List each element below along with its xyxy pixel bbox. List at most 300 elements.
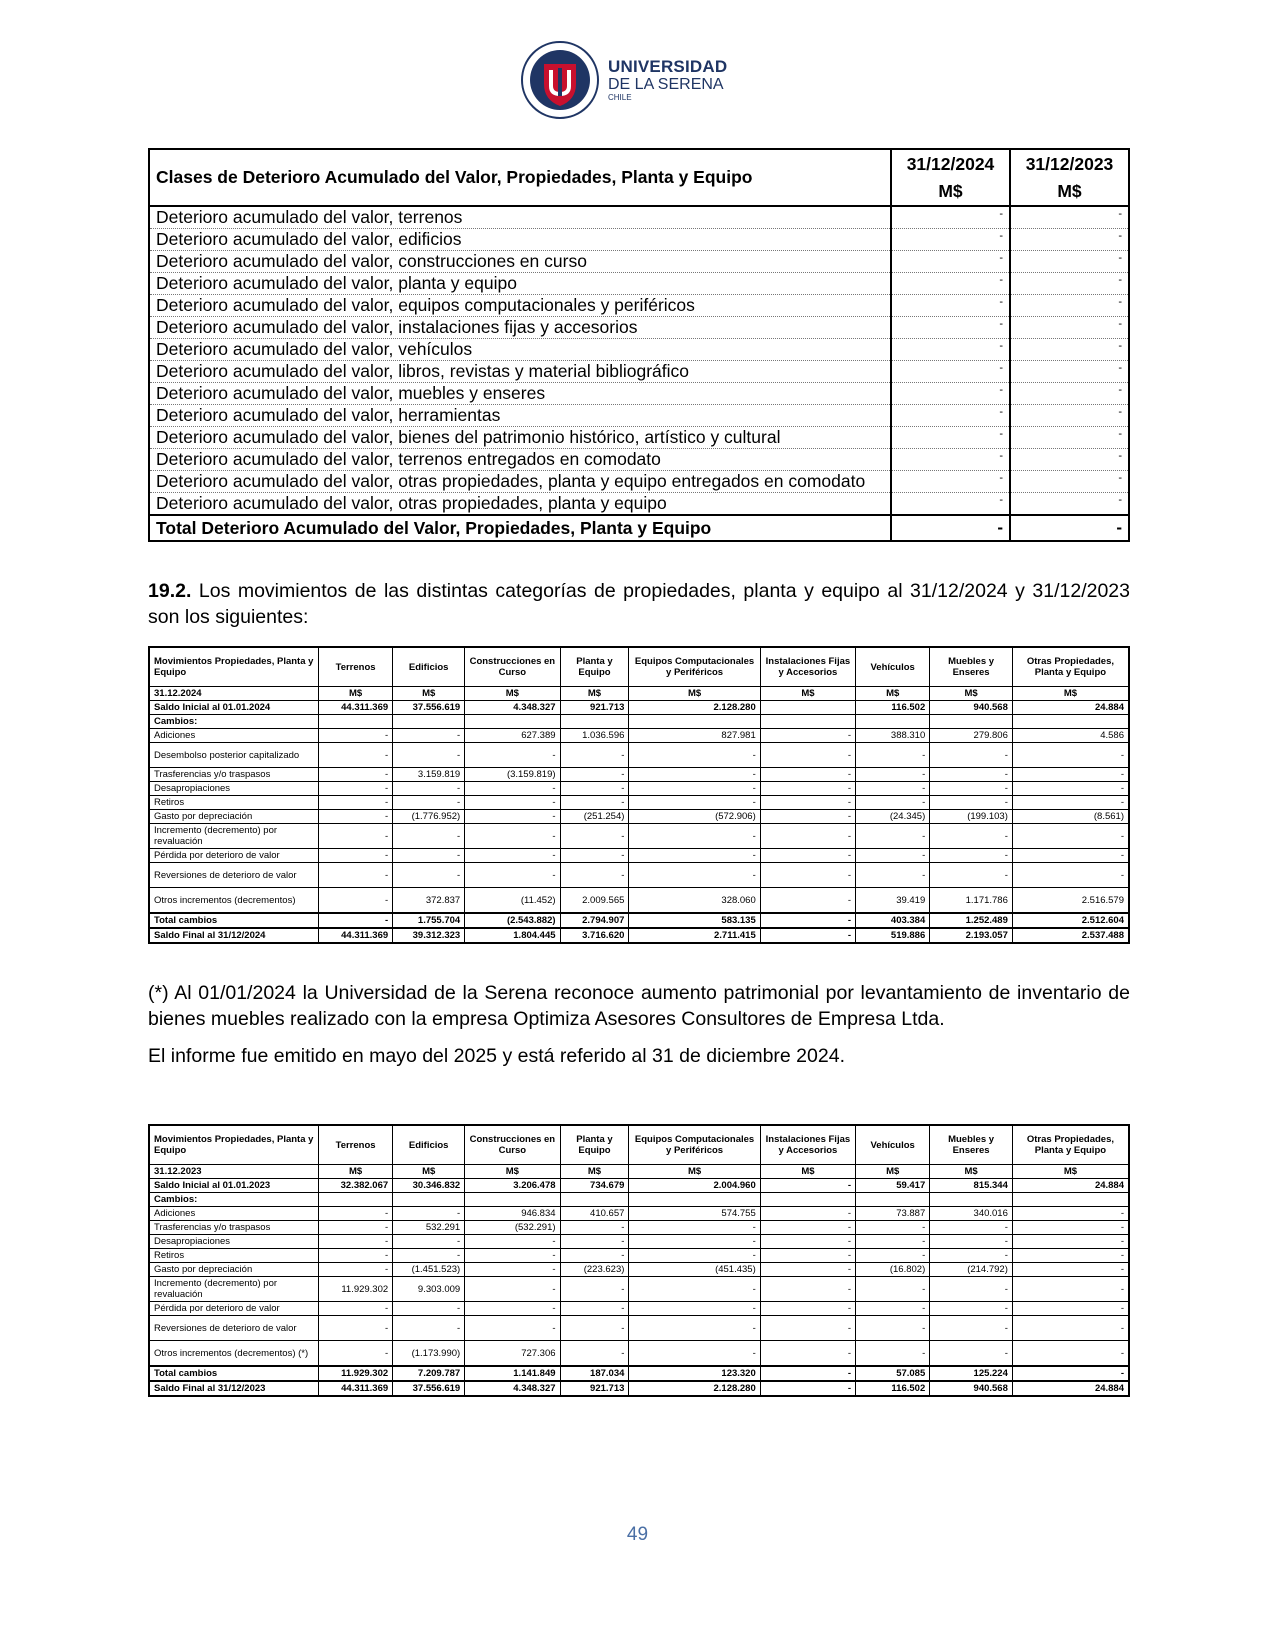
mov2024-cell: (3.159.819)	[465, 768, 560, 782]
mov2024-cell: -	[319, 849, 393, 863]
mov2023-column-header: Terrenos	[319, 1125, 393, 1165]
impairment-row-2023: -	[1010, 273, 1129, 295]
mov2024-row	[149, 824, 1129, 849]
mov2024-cell: 4.586	[1012, 729, 1129, 743]
mov2024-row-label: Desapropiaciones	[149, 782, 319, 796]
mov2024-cell: -	[465, 824, 560, 849]
mov2023-row-label: Adiciones	[149, 1207, 319, 1221]
impairment-row	[149, 471, 1129, 493]
mov2023-row	[149, 1263, 1129, 1277]
mov2024-cell: -	[319, 888, 393, 914]
impairment-table-header	[149, 149, 1129, 206]
mov2024-row	[149, 810, 1129, 824]
mov2023-cell: -	[1012, 1277, 1129, 1302]
mov2024-row-label: Total cambios	[149, 913, 319, 928]
university-name-line2: DE LA SERENA	[608, 76, 724, 93]
mov2023-cell: -	[560, 1302, 629, 1316]
mov2024-cell: 940.568	[930, 701, 1013, 715]
mov2023-cell: 30.346.832	[393, 1179, 465, 1193]
mov2023-cell: -	[319, 1249, 393, 1263]
impairment-row-2024: -	[891, 229, 1010, 251]
mov2023-cell: 940.568	[930, 1381, 1013, 1396]
mov2023-row-label: Incremento (decremento) por revaluación	[149, 1277, 319, 1302]
mov2023-cell: -	[629, 1341, 760, 1367]
mov2024-cell: -	[760, 849, 855, 863]
mov2024-cell: 1.755.704	[393, 913, 465, 928]
mov2024-cell: -	[560, 796, 629, 810]
impairment-row	[149, 317, 1129, 339]
mov2024-unit-cell: M$	[465, 687, 560, 701]
mov2024-cell: -	[856, 863, 930, 888]
impairment-row-label: Deterioro acumulado del valor, terrenos	[149, 206, 891, 229]
mov2023-unit-cell: M$	[760, 1165, 855, 1179]
mov2023-cell: 59.417	[856, 1179, 930, 1193]
mov2023-cell: -	[560, 1277, 629, 1302]
mov2024-cell: 328.060	[629, 888, 760, 914]
mov2024-cell: 279.806	[930, 729, 1013, 743]
mov2023-unit-cell: M$	[930, 1165, 1013, 1179]
mov2024-cell: -	[319, 782, 393, 796]
mov2023-cell: -	[930, 1221, 1013, 1235]
mov2024-cell: -	[319, 729, 393, 743]
mov2023-row	[149, 1193, 1129, 1207]
mov2023-row-label: Desapropiaciones	[149, 1235, 319, 1249]
mov2024-row-label: Trasferencias y/o traspasos	[149, 768, 319, 782]
mov2023-cell: 815.344	[930, 1179, 1013, 1193]
mov2023-cell: -	[760, 1277, 855, 1302]
mov2024-cell: -	[760, 928, 855, 943]
impairment-table-title: Clases de Deterioro Acumulado del Valor, Propiedades, Planta y Equipo	[149, 149, 891, 206]
impairment-row-2024: -	[891, 206, 1010, 229]
mov2023-cell: -	[856, 1277, 930, 1302]
mov2024-cell: 583.135	[629, 913, 760, 928]
mov2024-cell: -	[1012, 863, 1129, 888]
mov2023-cell: -	[319, 1302, 393, 1316]
mov2024-cell: -	[629, 796, 760, 810]
mov2024-row-label: Retiros	[149, 796, 319, 810]
mov2023-cell: -	[319, 1316, 393, 1341]
impairment-row-2023: -	[1010, 405, 1129, 427]
mov2024-cell: -	[760, 782, 855, 796]
mov2024-unit-cell: M$	[930, 687, 1013, 701]
mov2023-cell: -	[760, 1302, 855, 1316]
mov2024-cell: 1.252.489	[930, 913, 1013, 928]
mov2024-cell: 2.193.057	[930, 928, 1013, 943]
impairment-total-2023: -	[1010, 515, 1129, 541]
mov2024-row-label: Pérdida por deterioro de valor	[149, 849, 319, 863]
impairment-row-2024: -	[891, 317, 1010, 339]
mov2024-cell: 39.312.323	[393, 928, 465, 943]
mov2024-cell	[629, 715, 760, 729]
mov2023-row-label: Saldo Inicial al 01.01.2023	[149, 1179, 319, 1193]
mov2023-cell: 2.128.280	[629, 1381, 760, 1396]
mov2023-cell: -	[560, 1316, 629, 1341]
mov2023-column-header: Vehículos	[856, 1125, 930, 1165]
mov2023-unit-cell: M$	[856, 1165, 930, 1179]
mov2024-cell: 2.794.907	[560, 913, 629, 928]
mov2023-row	[149, 1277, 1129, 1302]
mov2023-unit-cell: M$	[629, 1165, 760, 1179]
note-paragraph-2: El informe fue emitido en mayo del 2025 y está referido al 31 de diciembre 2024.	[148, 1045, 845, 1067]
mov2023-cell: -	[560, 1235, 629, 1249]
mov2024-column-header: Planta y Equipo	[560, 647, 629, 687]
mov2024-row	[149, 849, 1129, 863]
mov2024-cell: -	[560, 824, 629, 849]
mov2024-cell: -	[465, 796, 560, 810]
mov2023-cell: -	[1012, 1207, 1129, 1221]
mov2023-cell	[465, 1193, 560, 1207]
mov2023-cell: 574.755	[629, 1207, 760, 1221]
mov2024-cell: -	[930, 782, 1013, 796]
mov2024-cell: 2.711.415	[629, 928, 760, 943]
mov2024-row	[149, 928, 1129, 943]
mov2023-cell	[629, 1193, 760, 1207]
mov2023-cell: -	[465, 1263, 560, 1277]
mov2023-cell: -	[930, 1316, 1013, 1341]
mov2024-unit-cell: M$	[856, 687, 930, 701]
mov2023-cell: -	[465, 1302, 560, 1316]
mov2023-cell	[319, 1193, 393, 1207]
mov2024-cell: 921.713	[560, 701, 629, 715]
mov2024-cell: 403.384	[856, 913, 930, 928]
mov2023-cell: -	[1012, 1366, 1129, 1381]
mov2024-row	[149, 701, 1129, 715]
impairment-row-2023: -	[1010, 206, 1129, 229]
mov2023-cell: -	[393, 1316, 465, 1341]
mov2024-row-label: Reversiones de deterioro de valor	[149, 863, 319, 888]
mov2023-cell: -	[930, 1249, 1013, 1263]
mov2023-row	[149, 1179, 1129, 1193]
mov2024-row-label: Incremento (decremento) por revaluación	[149, 824, 319, 849]
mov2023-cell: -	[393, 1207, 465, 1221]
impairment-row	[149, 427, 1129, 449]
mov2024-row	[149, 729, 1129, 743]
impairment-row	[149, 361, 1129, 383]
mov2023-unit-cell: M$	[319, 1165, 393, 1179]
mov2024-cell: 44.311.369	[319, 701, 393, 715]
mov2023-cell: -	[760, 1381, 855, 1396]
impairment-col-2024-unit: M$	[938, 180, 963, 201]
university-logo	[520, 40, 728, 120]
impairment-table	[148, 148, 1130, 542]
mov2024-unit-cell: M$	[319, 687, 393, 701]
mov2023-cell: (451.435)	[629, 1263, 760, 1277]
mov2024-unit-row	[149, 687, 1129, 701]
mov2024-cell: -	[319, 796, 393, 810]
section-19-2-paragraph	[148, 578, 1130, 630]
mov2024-cell: -	[1012, 743, 1129, 768]
impairment-row-2023: -	[1010, 251, 1129, 273]
mov2023-cell: 532.291	[393, 1221, 465, 1235]
mov2024-cell	[465, 715, 560, 729]
mov2023-row	[149, 1221, 1129, 1235]
impairment-row-2023: -	[1010, 339, 1129, 361]
impairment-row-2023: -	[1010, 229, 1129, 251]
mov2023-row-label: Otros incrementos (decrementos) (*)	[149, 1341, 319, 1367]
mov2024-row	[149, 715, 1129, 729]
mov2024-row	[149, 782, 1129, 796]
mov2024-cell: -	[856, 768, 930, 782]
mov2024-cell	[1012, 715, 1129, 729]
page-number: 49	[626, 1524, 649, 1545]
mov2023-cell: -	[560, 1249, 629, 1263]
mov2024-cell: -	[1012, 768, 1129, 782]
impairment-row	[149, 449, 1129, 471]
section-text: Los movimientos de las distintas categorías de propiedades, planta y equipo al 31/12/2024 y 31/12/2023 son los siguientes:	[148, 580, 1130, 628]
mov2023-column-header: Equipos Computacionales y Periféricos	[629, 1125, 760, 1165]
mov2024-cell: -	[760, 796, 855, 810]
mov2024-cell: -	[319, 913, 393, 928]
mov2023-unit-cell: 31.12.2023	[149, 1165, 319, 1179]
mov2023-cell: -	[465, 1249, 560, 1263]
mov2023-row-label: Trasferencias y/o traspasos	[149, 1221, 319, 1235]
mov2024-cell: -	[1012, 796, 1129, 810]
impairment-row-2024: -	[891, 383, 1010, 405]
impairment-row-2024: -	[891, 427, 1010, 449]
university-wordmark	[608, 58, 727, 102]
mov2023-cell: -	[1012, 1263, 1129, 1277]
mov2024-cell: -	[629, 782, 760, 796]
mov2024-cell: -	[760, 824, 855, 849]
university-name-line1: UNIVERSIDAD	[608, 57, 728, 76]
mov2024-cell: -	[629, 743, 760, 768]
mov2023-cell: 410.657	[560, 1207, 629, 1221]
mov2024-cell: -	[393, 849, 465, 863]
mov2023-cell: -	[319, 1263, 393, 1277]
impairment-row-2023: -	[1010, 471, 1129, 493]
mov2024-cell: -	[930, 796, 1013, 810]
mov2023-cell: -	[856, 1302, 930, 1316]
impairment-row-2023: -	[1010, 427, 1129, 449]
mov2024-column-header: Vehículos	[856, 647, 930, 687]
mov2024-cell: 2.537.488	[1012, 928, 1129, 943]
mov2024-column-header: Otras Propiedades, Planta y Equipo	[1012, 647, 1129, 687]
mov2024-cell: -	[856, 782, 930, 796]
mov2023-cell: -	[1012, 1221, 1129, 1235]
mov2024-row	[149, 913, 1129, 928]
mov2023-cell: -	[760, 1235, 855, 1249]
impairment-col-2023-year: 31/12/2023	[1025, 153, 1114, 174]
mov2024-cell: -	[629, 863, 760, 888]
mov2024-cell: 1.171.786	[930, 888, 1013, 914]
mov2024-cell: -	[393, 824, 465, 849]
mov2024-cell: -	[760, 743, 855, 768]
mov2023-cell: 24.884	[1012, 1179, 1129, 1193]
mov2023-row-label: Gasto por depreciación	[149, 1263, 319, 1277]
mov2024-cell: 2.128.280	[629, 701, 760, 715]
mov2023-column-header: Otras Propiedades, Planta y Equipo	[1012, 1125, 1129, 1165]
mov2023-cell: -	[319, 1207, 393, 1221]
mov2023-cell: -	[760, 1366, 855, 1381]
mov2024-cell: 39.419	[856, 888, 930, 914]
mov2023-cell: -	[560, 1341, 629, 1367]
mov2024-cell: -	[760, 913, 855, 928]
impairment-row-label: Deterioro acumulado del valor, planta y equipo	[149, 273, 891, 295]
mov2023-column-header: Movimientos Propiedades, Planta y Equipo	[149, 1125, 319, 1165]
mov2024-cell: -	[760, 768, 855, 782]
mov2023-cell: -	[1012, 1316, 1129, 1341]
impairment-row	[149, 229, 1129, 251]
mov2024-cell: -	[560, 863, 629, 888]
mov2024-cell: -	[930, 863, 1013, 888]
mov2023-cell: 125.224	[930, 1366, 1013, 1381]
mov2024-cell: -	[760, 729, 855, 743]
impairment-row-2023: -	[1010, 295, 1129, 317]
mov2023-cell: 946.834	[465, 1207, 560, 1221]
impairment-col-2023-unit: M$	[1057, 180, 1082, 201]
mov2023-cell: 7.209.787	[393, 1366, 465, 1381]
impairment-row-2023: -	[1010, 383, 1129, 405]
impairment-row	[149, 405, 1129, 427]
mov2023-unit-cell: M$	[560, 1165, 629, 1179]
mov2023-cell: -	[629, 1277, 760, 1302]
section-number: 19.2.	[148, 580, 192, 602]
impairment-row-label: Deterioro acumulado del valor, bienes del patrimonio histórico, artístico y cultural	[149, 427, 891, 449]
mov2023-cell: -	[465, 1316, 560, 1341]
mov2023-cell	[930, 1193, 1013, 1207]
impairment-row-label: Deterioro acumulado del valor, libros, revistas y material bibliográfico	[149, 361, 891, 383]
mov2023-cell: 32.382.067	[319, 1179, 393, 1193]
mov2023-cell: -	[1012, 1249, 1129, 1263]
mov2023-cell: (1.173.990)	[393, 1341, 465, 1367]
mov2023-cell: -	[930, 1302, 1013, 1316]
impairment-row-2024: -	[891, 273, 1010, 295]
impairment-row	[149, 383, 1129, 405]
mov2023-column-header: Planta y Equipo	[560, 1125, 629, 1165]
mov2024-row	[149, 743, 1129, 768]
mov2024-cell: 2.516.579	[1012, 888, 1129, 914]
impairment-row-label: Deterioro acumulado del valor, muebles y enseres	[149, 383, 891, 405]
mov2023-unit-row	[149, 1165, 1129, 1179]
mov2023-cell: 3.206.478	[465, 1179, 560, 1193]
mov2024-cell: -	[560, 768, 629, 782]
mov2024-cell: -	[629, 849, 760, 863]
mov2024-unit-cell: M$	[760, 687, 855, 701]
impairment-row-label: Deterioro acumulado del valor, construcciones en curso	[149, 251, 891, 273]
mov2023-cell: -	[560, 1221, 629, 1235]
impairment-row	[149, 251, 1129, 273]
mov2024-cell: -	[930, 849, 1013, 863]
mov2024-cell: -	[856, 849, 930, 863]
mov2024-cell: -	[930, 768, 1013, 782]
mov2023-row	[149, 1316, 1129, 1341]
mov2023-cell: -	[319, 1235, 393, 1249]
mov2023-column-header: Edificios	[393, 1125, 465, 1165]
mov2023-cell	[760, 1193, 855, 1207]
mov2024-row	[149, 796, 1129, 810]
mov2023-header-row	[149, 1125, 1129, 1165]
note-paragraph-1: (*) Al 01/01/2024 la Universidad de la Serena reconoce aumento patrimonial por levantamiento de inventario de bienes muebles realizado con la empresa Optimiza Asesores Consultores de Empresa Ltda.	[148, 982, 1130, 1030]
mov2024-cell: -	[393, 782, 465, 796]
mov2024-column-header: Equipos Computacionales y Periféricos	[629, 647, 760, 687]
mov2023-column-header: Instalaciones Fijas y Accesorios	[760, 1125, 855, 1165]
mov2023-cell: 2.004.960	[629, 1179, 760, 1193]
mov2023-cell: -	[760, 1341, 855, 1367]
mov2024-cell: -	[465, 743, 560, 768]
mov2024-cell	[560, 715, 629, 729]
mov2024-row-label: Otros incrementos (decrementos)	[149, 888, 319, 914]
mov2023-cell: -	[760, 1207, 855, 1221]
impairment-row-2024: -	[891, 449, 1010, 471]
impairment-total-label: Total Deterioro Acumulado del Valor, Propiedades, Planta y Equipo	[149, 515, 891, 541]
mov2024-cell: -	[560, 849, 629, 863]
mov2023-row-label: Retiros	[149, 1249, 319, 1263]
mov2024-cell: -	[465, 810, 560, 824]
mov2023-cell: -	[1012, 1302, 1129, 1316]
mov2024-cell: 44.311.369	[319, 928, 393, 943]
mov2024-column-header: Construcciones en Curso	[465, 647, 560, 687]
impairment-total-2024: -	[891, 515, 1010, 541]
mov2024-cell: 3.716.620	[560, 928, 629, 943]
mov2024-row-label: Saldo Inicial al 01.01.2024	[149, 701, 319, 715]
mov2024-row-label: Cambios:	[149, 715, 319, 729]
mov2024-cell	[319, 715, 393, 729]
impairment-row-2024: -	[891, 471, 1010, 493]
mov2024-cell: -	[319, 863, 393, 888]
mov2023-cell: -	[856, 1249, 930, 1263]
mov2023-cell: 44.311.369	[319, 1381, 393, 1396]
mov2024-cell: (2.543.882)	[465, 913, 560, 928]
mov2024-cell: 627.389	[465, 729, 560, 743]
mov2024-cell: 24.884	[1012, 701, 1129, 715]
mov2024-column-header: Terrenos	[319, 647, 393, 687]
mov2024-cell: -	[629, 768, 760, 782]
mov2023-row	[149, 1207, 1129, 1221]
mov2024-cell: -	[465, 863, 560, 888]
mov2024-cell	[760, 701, 855, 715]
mov2024-column-header: Muebles y Enseres	[930, 647, 1013, 687]
mov2023-cell: 37.556.619	[393, 1381, 465, 1396]
impairment-row-label: Deterioro acumulado del valor, instalaciones fijas y accesorios	[149, 317, 891, 339]
university-seal-icon	[520, 40, 600, 120]
mov2023-cell: 9.303.009	[393, 1277, 465, 1302]
mov2023-cell: -	[629, 1302, 760, 1316]
mov2023-cell: -	[629, 1249, 760, 1263]
mov2024-cell: 2.009.565	[560, 888, 629, 914]
mov2023-cell: (1.451.523)	[393, 1263, 465, 1277]
mov2024-cell	[930, 715, 1013, 729]
impairment-row-label: Deterioro acumulado del valor, vehículos	[149, 339, 891, 361]
mov2024-cell: -	[1012, 782, 1129, 796]
mov2023-cell: 921.713	[560, 1381, 629, 1396]
mov2024-column-header: Instalaciones Fijas y Accesorios	[760, 647, 855, 687]
mov2024-unit-cell: M$	[560, 687, 629, 701]
mov2024-cell: 1.804.445	[465, 928, 560, 943]
mov2023-cell: 11.929.302	[319, 1277, 393, 1302]
mov2023-cell: -	[930, 1277, 1013, 1302]
mov2023-cell: -	[629, 1235, 760, 1249]
mov2024-cell: 827.981	[629, 729, 760, 743]
mov2024-cell: (24.345)	[856, 810, 930, 824]
mov2024-cell: -	[319, 824, 393, 849]
mov2024-cell: 372.837	[393, 888, 465, 914]
impairment-row-2024: -	[891, 493, 1010, 516]
university-country: CHILE	[608, 93, 632, 102]
mov2024-cell: -	[393, 743, 465, 768]
mov2023-cell: -	[465, 1235, 560, 1249]
mov2024-row-label: Adiciones	[149, 729, 319, 743]
impairment-row	[149, 295, 1129, 317]
mov2024-cell: -	[319, 743, 393, 768]
impairment-total-row	[149, 515, 1129, 541]
mov2023-cell: (532.291)	[465, 1221, 560, 1235]
mov2023-cell: (223.623)	[560, 1263, 629, 1277]
mov2023-cell: (16.802)	[856, 1263, 930, 1277]
mov2023-cell: 123.320	[629, 1366, 760, 1381]
mov2023-cell: -	[930, 1341, 1013, 1367]
mov2023-cell: -	[760, 1179, 855, 1193]
mov2023-cell: 11.929.302	[319, 1366, 393, 1381]
